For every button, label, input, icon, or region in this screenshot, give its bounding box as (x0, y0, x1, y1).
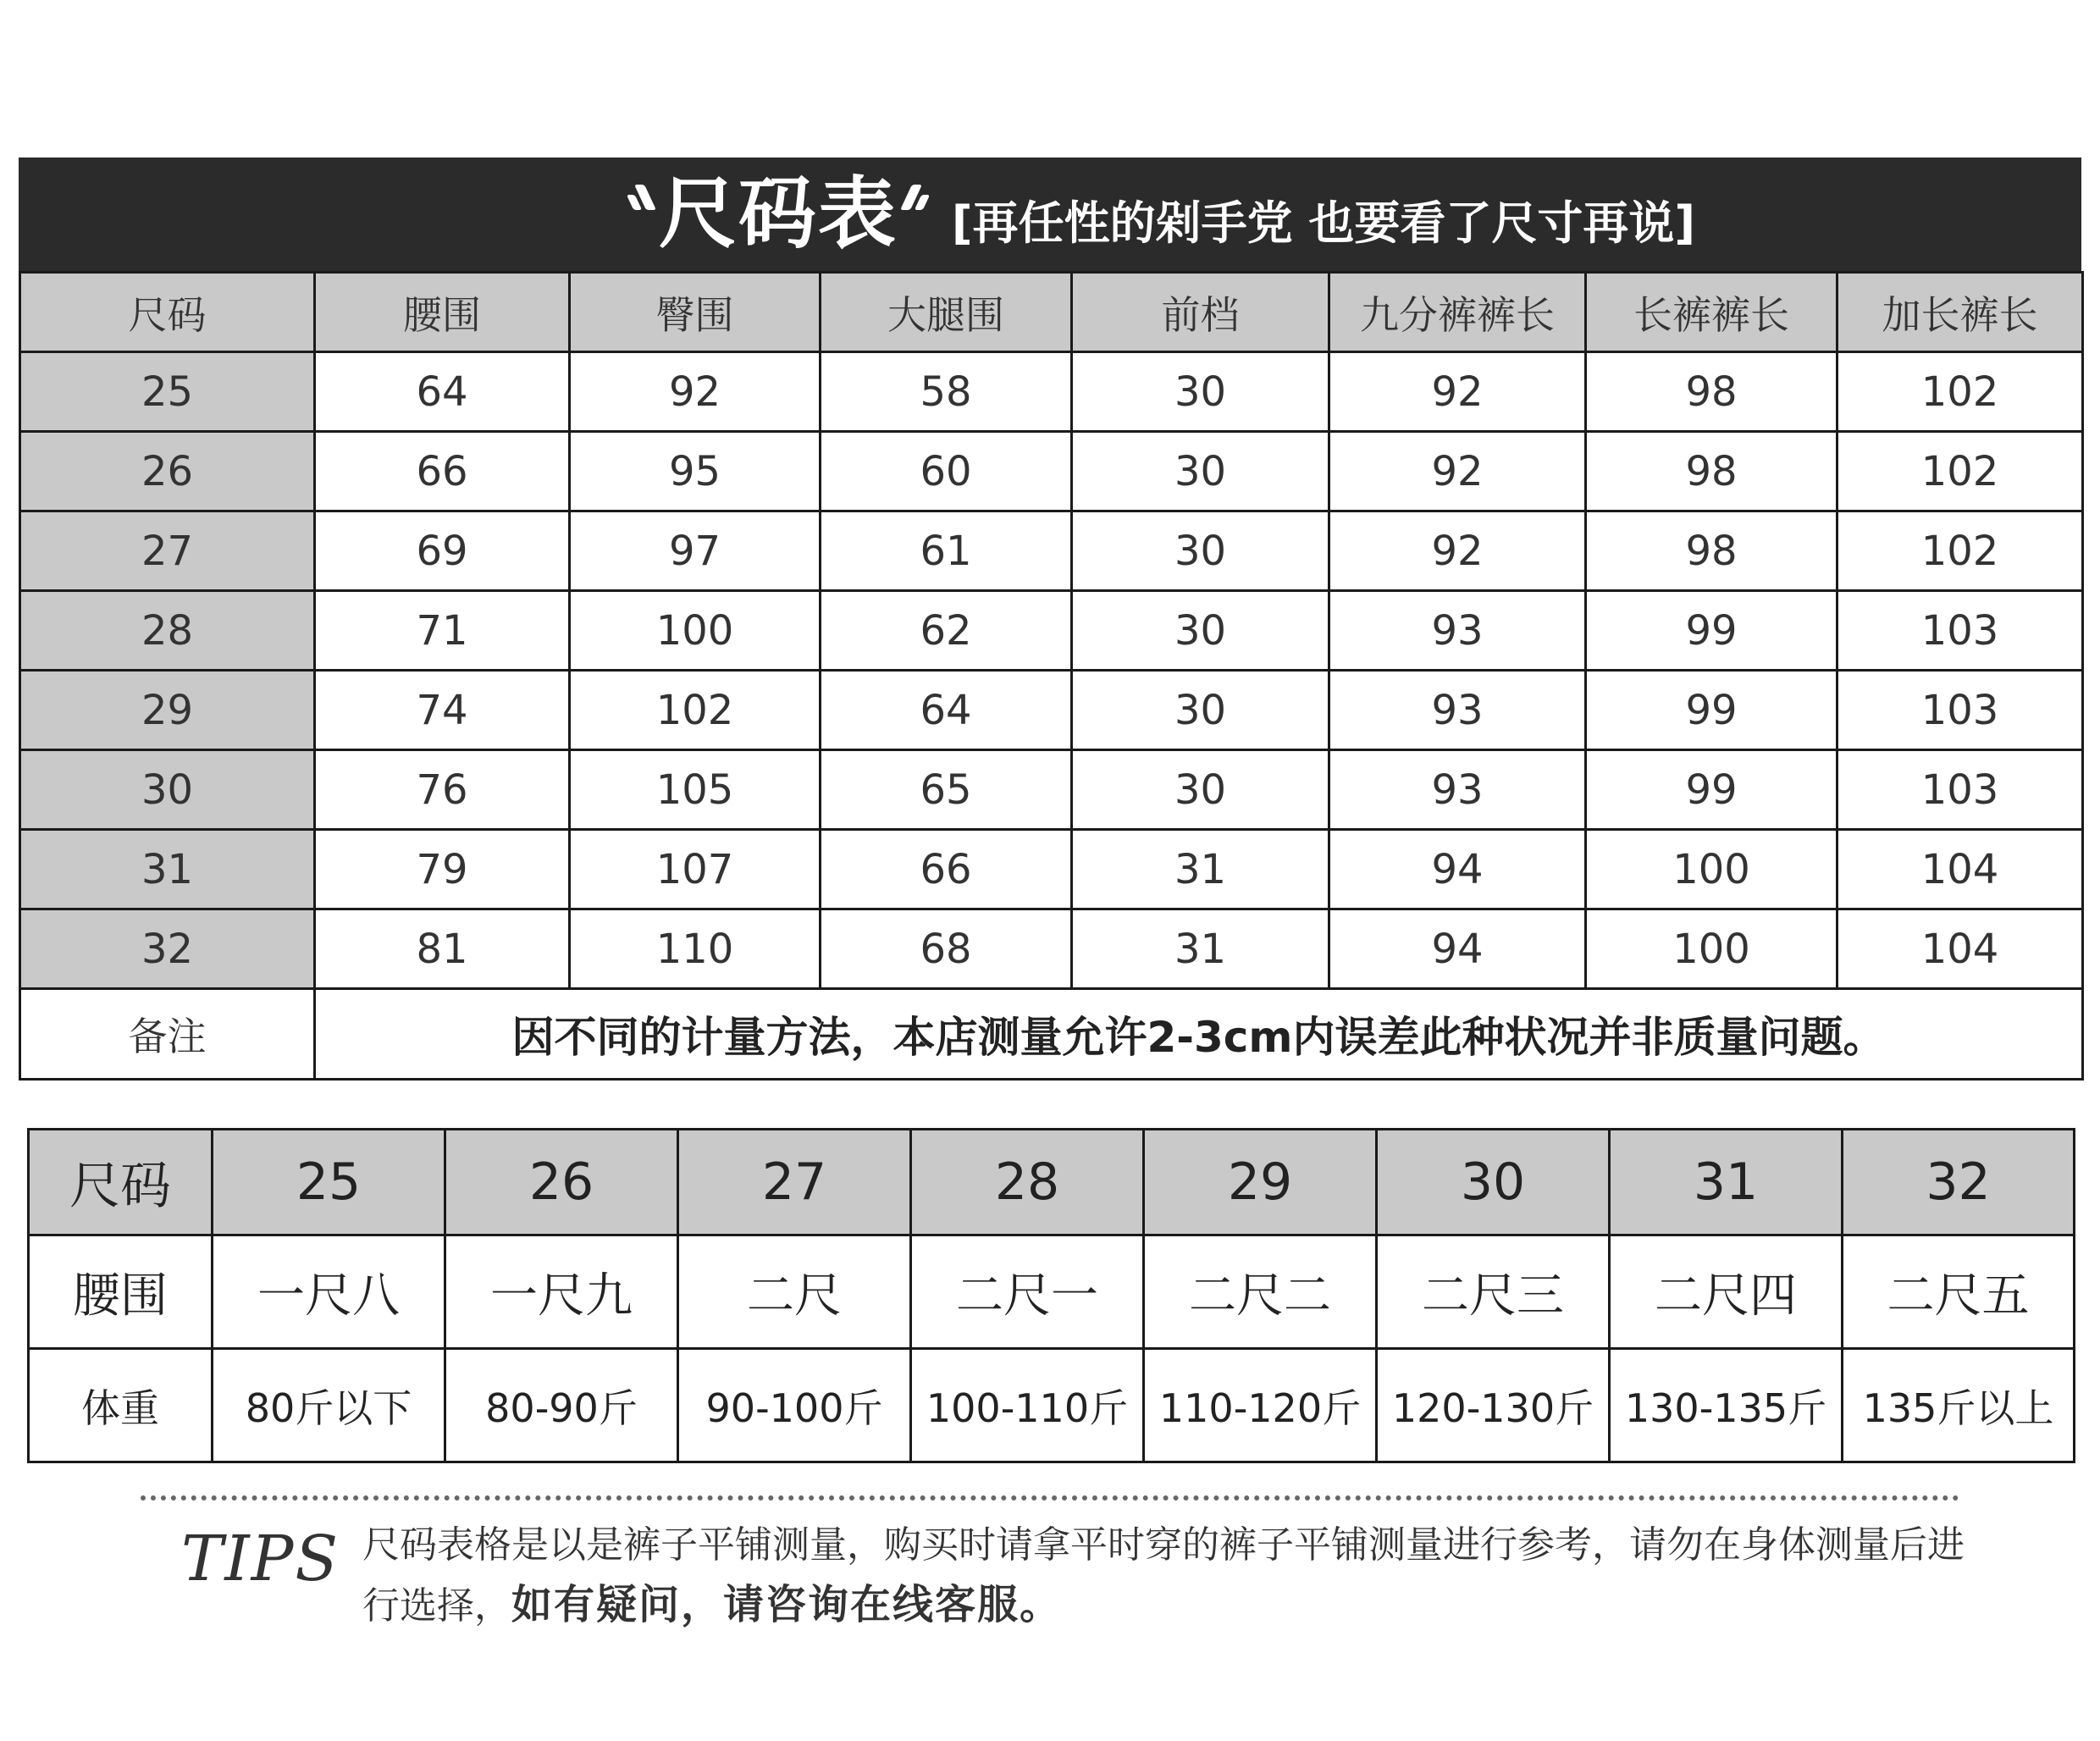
table-cell: 79 (315, 830, 570, 909)
banner-subtitle: [再任性的剁手党 也要看了尺寸再说] (951, 196, 1696, 250)
table-cell: 二尺五 (1843, 1235, 2075, 1349)
note-text: 因不同的计量方法，本店测量允许2-3cm内误差此种状况并非质量问题。 (315, 989, 2083, 1080)
table-cell: 二尺二 (1144, 1235, 1377, 1349)
table-cell: 100 (1586, 830, 1838, 909)
row-head: 腰围 (29, 1235, 213, 1349)
table-cell: 31 (1072, 830, 1329, 909)
table-cell: 100 (1586, 909, 1838, 989)
header-cell: 加长裤长 (1838, 273, 2083, 352)
table-row (20, 511, 2083, 591)
tips-divider (141, 1495, 1959, 1501)
size-cell: 25 (20, 352, 315, 432)
banner-title: 尺码表 (658, 169, 898, 259)
size-table-header (20, 273, 2083, 352)
table-cell: 58 (821, 352, 1072, 432)
table-cell: 31 (1610, 1130, 1843, 1235)
table-cell: 30 (1072, 432, 1329, 511)
table-cell: 103 (1838, 750, 2083, 830)
table-cell: 69 (315, 511, 570, 591)
table-cell: 80斤以下 (213, 1349, 445, 1462)
table-cell: 30 (1072, 750, 1329, 830)
table-cell: 93 (1329, 671, 1586, 750)
conversion-size-row (29, 1130, 2075, 1235)
row-head: 体重 (29, 1349, 213, 1462)
header-cell: 长裤裤长 (1586, 273, 1838, 352)
sparkle-right-icon (903, 183, 931, 212)
table-row (20, 432, 2083, 511)
table-cell: 104 (1838, 909, 2083, 989)
conversion-waist-row (29, 1235, 2075, 1349)
table-cell: 92 (1329, 432, 1586, 511)
size-cell: 28 (20, 591, 315, 671)
table-cell: 98 (1586, 352, 1838, 432)
table-cell: 92 (1329, 511, 1586, 591)
table-cell: 60 (821, 432, 1072, 511)
table-cell: 102 (1838, 511, 2083, 591)
table-cell: 97 (570, 511, 821, 591)
tips-label: TIPS (181, 1523, 340, 1595)
table-cell: 92 (570, 352, 821, 432)
table-cell: 99 (1586, 591, 1838, 671)
table-cell: 105 (570, 750, 821, 830)
table-cell: 99 (1586, 671, 1838, 750)
table-cell: 76 (315, 750, 570, 830)
conversion-table (27, 1128, 2075, 1463)
table-cell: 一尺九 (445, 1235, 678, 1349)
table-cell: 30 (1072, 511, 1329, 591)
table-cell: 30 (1072, 352, 1329, 432)
table-cell: 104 (1838, 830, 2083, 909)
table-cell: 71 (315, 591, 570, 671)
size-cell: 30 (20, 750, 315, 830)
table-cell: 90-100斤 (678, 1349, 911, 1462)
table-cell: 二尺四 (1610, 1235, 1843, 1349)
table-cell: 102 (1838, 432, 2083, 511)
header-cell: 大腿围 (821, 273, 1072, 352)
table-cell: 61 (821, 511, 1072, 591)
table-cell: 100 (570, 591, 821, 671)
table-cell: 31 (1072, 909, 1329, 989)
table-cell: 64 (315, 352, 570, 432)
table-cell: 25 (213, 1130, 445, 1235)
table-cell: 二尺 (678, 1235, 911, 1349)
table-cell: 26 (445, 1130, 678, 1235)
table-cell: 66 (315, 432, 570, 511)
table-cell: 107 (570, 830, 821, 909)
header-cell: 尺码 (20, 273, 315, 352)
size-cell: 27 (20, 511, 315, 591)
table-cell: 110-120斤 (1144, 1349, 1377, 1462)
table-cell: 98 (1586, 511, 1838, 591)
table-cell: 94 (1329, 830, 1586, 909)
table-cell: 130-135斤 (1610, 1349, 1843, 1462)
table-cell: 29 (1144, 1130, 1377, 1235)
chart-banner (19, 158, 2081, 271)
table-cell: 92 (1329, 352, 1586, 432)
size-cell: 26 (20, 432, 315, 511)
table-cell: 102 (1838, 352, 2083, 432)
table-row (20, 591, 2083, 671)
header-cell: 九分裤裤长 (1329, 273, 1586, 352)
table-row (20, 830, 2083, 909)
note-label: 备注 (20, 989, 315, 1080)
tips-body: 尺码表格是以是裤子平铺测量，购买时请拿平时穿的裤子平铺测量进行参考，请勿在身体测量后进行选择， (362, 1523, 1965, 1628)
table-cell: 135斤以上 (1843, 1349, 2075, 1462)
note-row (20, 989, 2083, 1080)
table-cell: 80-90斤 (445, 1349, 678, 1462)
conversion-weight-row (29, 1349, 2075, 1462)
table-cell: 28 (911, 1130, 1144, 1235)
table-row (20, 671, 2083, 750)
table-cell: 68 (821, 909, 1072, 989)
table-cell: 100-110斤 (911, 1349, 1144, 1462)
tips-text (362, 1516, 1971, 1636)
table-cell: 66 (821, 830, 1072, 909)
row-head: 尺码 (29, 1130, 213, 1235)
table-row (20, 909, 2083, 989)
table-cell: 94 (1329, 909, 1586, 989)
size-cell: 31 (20, 830, 315, 909)
table-cell: 99 (1586, 750, 1838, 830)
table-cell: 120-130斤 (1377, 1349, 1610, 1462)
table-cell: 93 (1329, 591, 1586, 671)
table-cell: 二尺三 (1377, 1235, 1610, 1349)
table-cell: 62 (821, 591, 1072, 671)
table-cell: 30 (1072, 591, 1329, 671)
table-cell: 95 (570, 432, 821, 511)
sparkle-left-icon (625, 183, 654, 212)
size-table (19, 271, 2084, 1081)
table-cell: 110 (570, 909, 821, 989)
table-cell: 30 (1072, 671, 1329, 750)
tips-emphasis: 如有疑问，请咨询在线客服。 (511, 1581, 1063, 1628)
size-cell: 32 (20, 909, 315, 989)
header-cell: 腰围 (315, 273, 570, 352)
table-cell: 32 (1843, 1130, 2075, 1235)
table-row (20, 750, 2083, 830)
table-cell: 93 (1329, 750, 1586, 830)
table-cell: 103 (1838, 591, 2083, 671)
table-row (20, 352, 2083, 432)
table-cell: 98 (1586, 432, 1838, 511)
header-cell: 臀围 (570, 273, 821, 352)
table-cell: 74 (315, 671, 570, 750)
table-cell: 27 (678, 1130, 911, 1235)
table-cell: 81 (315, 909, 570, 989)
size-cell: 29 (20, 671, 315, 750)
table-cell: 一尺八 (213, 1235, 445, 1349)
table-cell: 30 (1377, 1130, 1610, 1235)
size-chart (19, 158, 2081, 1081)
header-cell: 前档 (1072, 273, 1329, 352)
table-cell: 二尺一 (911, 1235, 1144, 1349)
table-cell: 103 (1838, 671, 2083, 750)
table-cell: 65 (821, 750, 1072, 830)
table-cell: 64 (821, 671, 1072, 750)
table-cell: 102 (570, 671, 821, 750)
